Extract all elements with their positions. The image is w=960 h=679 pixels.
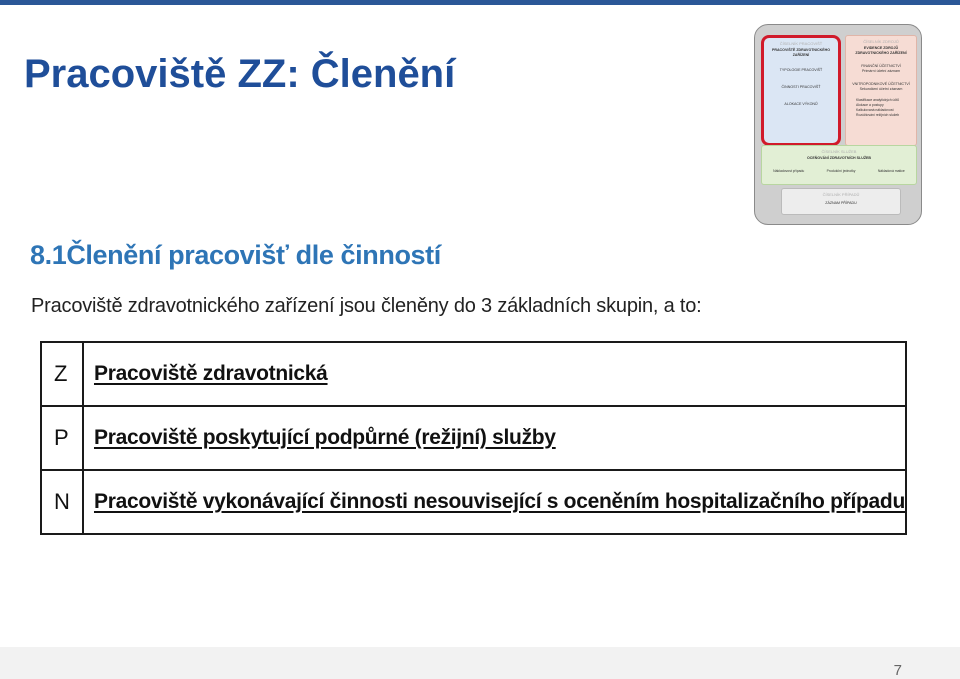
- thumbnail-right-bullet: Rozúčtování režijních služeb: [856, 113, 900, 117]
- footer-band: [0, 647, 960, 679]
- thumbnail-bot-title: ZÁZNAM PŘÍPADU: [825, 201, 857, 205]
- thumbnail-workplace-box: [761, 35, 841, 146]
- thumbnail-bot-header: ČÍSELNÍK PŘÍPADŮ: [822, 192, 860, 197]
- category-label: Pracoviště poskytující podpůrné (režijní) služby: [93, 426, 556, 449]
- page-number: 7: [893, 662, 902, 679]
- thumbnail-right-bullet: Klasifikace analytických účtů: [856, 98, 899, 102]
- thumbnail-right-bullet: Alokace a postupy: [856, 103, 884, 107]
- workplace-categories-table: [40, 341, 907, 535]
- thumbnail-mid-title: OCEŇOVÁNÍ ZDRAVOTNÍCH SLUŽEB: [806, 156, 872, 160]
- category-label: Pracoviště zdravotnická: [93, 362, 328, 385]
- thumbnail-resources-box: [845, 35, 917, 146]
- table-row: [41, 406, 906, 470]
- thumbnail-left-title: PRACOVIŠTĚ ZDRAVOTNICKÉHO ZAŘÍZENÍ: [771, 48, 831, 57]
- section-heading: 8.1Členění pracovišť dle činností: [30, 240, 441, 270]
- thumbnail-left-header: ČÍSELNÍK PRACOVIŠŤ: [779, 41, 823, 46]
- category-label-cell: [83, 406, 906, 470]
- thumbnail-right-bullet: Kalkulovaná nákladovost: [856, 108, 894, 112]
- thumbnail-right-header: ČÍSELNÍK ZDROJŮ: [863, 39, 899, 44]
- thumbnail-right-item: VNITROPODNIKOVÉ ÚČETNICTVÍ: [852, 82, 910, 86]
- thumbnail-right-title: EVIDENCE ZDROJŮ ZDRAVOTNICKÉHO ZAŘÍZENÍ: [855, 46, 907, 55]
- thumbnail-left-item: ČINNOSTI PRACOVIŠŤ: [781, 85, 821, 89]
- thumbnail-left-item: ALOKACE VÝKONŮ: [784, 102, 818, 106]
- category-label-cell: [83, 342, 906, 406]
- thumbnail-right-item: Primární účetní záznam: [862, 69, 900, 73]
- category-label-cell: [83, 470, 906, 534]
- category-code: P: [41, 406, 83, 470]
- thumbnail-left-item: TYPOLOGIE PRACOVIŠŤ: [779, 68, 823, 72]
- intro-text: Pracoviště zdravotnického zařízení jsou členěny do 3 základních skupin, a to:: [31, 295, 702, 317]
- category-code: N: [41, 470, 83, 534]
- diagram-thumbnail: [754, 24, 922, 225]
- thumbnail-right-item: Sekundární účetní záznam: [859, 87, 903, 91]
- thumbnail-case-box: [781, 188, 901, 215]
- thumbnail-mid-item: Produkční jednotky: [826, 169, 856, 173]
- thumbnail-mid-header: ČÍSELNÍK SLUŽEB: [821, 149, 857, 154]
- thumbnail-mid-item: Nákladovost případu: [773, 169, 805, 173]
- thumbnail-mid-item: Nákladová matice: [877, 169, 905, 173]
- category-code: Z: [41, 342, 83, 406]
- thumbnail-right-item: FINANČNÍ ÚČETNICTVÍ: [861, 64, 901, 68]
- table-row: [41, 342, 906, 406]
- slide-title: Pracoviště ZZ: Členění: [24, 52, 456, 96]
- top-accent-bar: [0, 0, 960, 5]
- table-row: [41, 470, 906, 534]
- thumbnail-services-box: [761, 145, 917, 185]
- category-label: Pracoviště vykonávající činnosti nesouvisející s oceněním hospitalizačního případu: [93, 490, 905, 513]
